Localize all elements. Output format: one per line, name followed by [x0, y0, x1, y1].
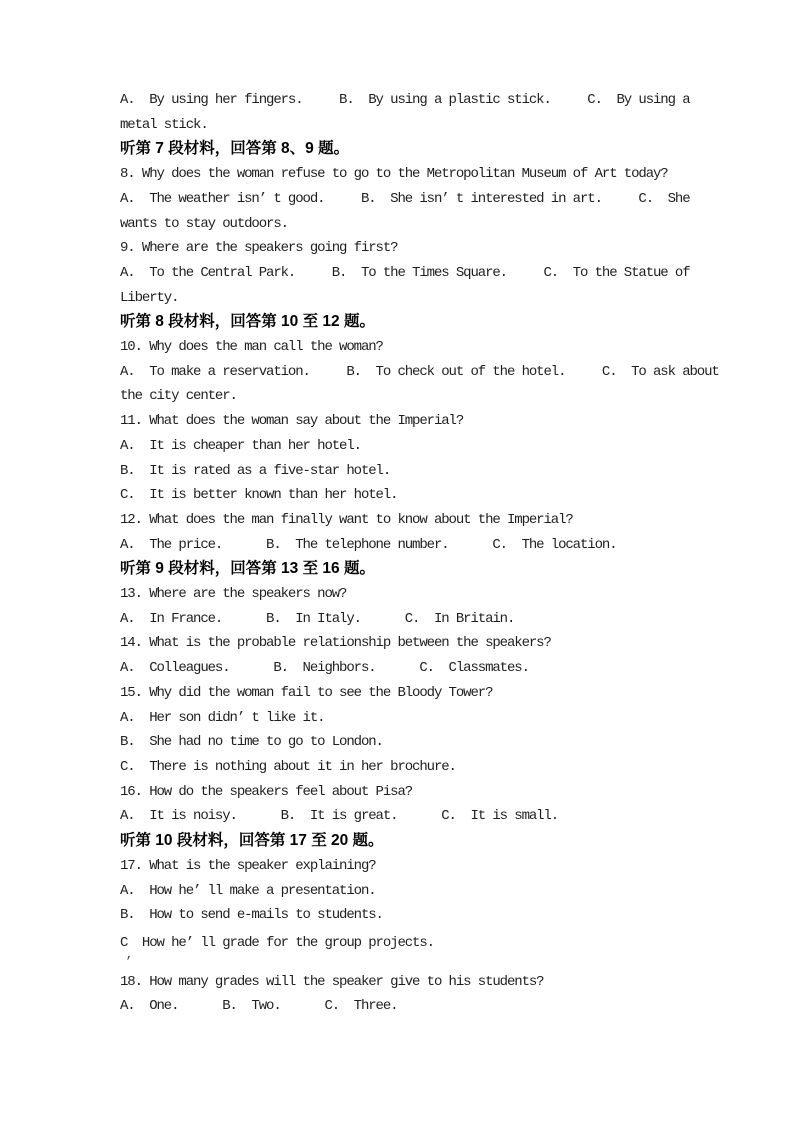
exam-text-line: A. Her son didn’ t like it. [120, 709, 325, 726]
exam-text-line: A. By using her fingers. B. By using a plastic stick. C. By using a [120, 92, 690, 108]
exam-text-line: B. It is rated as a five-star hotel. [120, 462, 391, 479]
exam-text-line: A. One. B. Two. C. Three. [120, 998, 398, 1015]
exam-text-line: A. In France. B. In Italy. C. In Britain. [120, 610, 515, 627]
exam-text-line: metal stick. [120, 116, 208, 133]
exam-text-line: 13. Where are the speakers now? [120, 586, 347, 603]
exam-text-line: 14. What is the probable relationship between the speakers? [120, 635, 551, 652]
exam-text-line: the city center. [120, 388, 237, 405]
stray-mark: ’ [125, 954, 132, 969]
exam-text-line: 17. What is the speaker explaining? [120, 857, 376, 874]
exam-text-line: 11. What does the woman say about the Imperial? [120, 413, 464, 430]
exam-text-line: 18. How many grades will the speaker give to his students? [120, 973, 544, 990]
exam-text-line: A. To make a reservation. B. To check out of the hotel. C. To ask about [120, 363, 719, 380]
exam-text-line: C How he’ ll grade for the group projects. [120, 934, 434, 951]
exam-text-line: wants to stay outdoors. [120, 215, 288, 232]
exam-text-line: A. How he’ ll make a presentation. [120, 882, 376, 899]
exam-text-line: Liberty. [120, 289, 179, 306]
section-header: 听第 9 段材料，回答第 13 至 16 题。 [120, 560, 375, 578]
exam-text-line: C. There is nothing about it in her brochure. [120, 758, 456, 775]
exam-text-line: A. Colleagues. B. Neighbors. C. Classmates. [120, 660, 529, 677]
section-header: 听第 8 段材料，回答第 10 至 12 题。 [120, 313, 375, 331]
exam-text-line: 15. Why did the woman fail to see the Bloody Tower? [120, 684, 493, 701]
lines-container [120, 88, 740, 1019]
section-header: 听第 10 段材料，回答第 17 至 20 题。 [120, 832, 384, 850]
exam-text-line: C. It is better known than her hotel. [120, 487, 398, 504]
section-header: 听第 7 段材料，回答第 8、9 题。 [120, 140, 350, 158]
exam-text-line: A. To the Central Park. B. To the Times Square. C. To the Statue of [120, 264, 690, 281]
exam-content [120, 88, 740, 1019]
exam-text-line: A. It is cheaper than her hotel. [120, 437, 361, 454]
exam-text-line: A. The price. B. The telephone number. C. The location. [120, 536, 617, 553]
exam-text-line: 16. How do the speakers feel about Pisa? [120, 783, 413, 800]
exam-text-line: 8. Why does the woman refuse to go to the Metropolitan Museum of Art today? [120, 166, 668, 183]
exam-text-line: B. How to send e-mails to students. [120, 907, 383, 924]
exam-text-line: 12. What does the man finally want to know about the Imperial? [120, 511, 573, 528]
exam-text-line: A. It is noisy. B. It is great. C. It is small. [120, 808, 559, 825]
exam-text-line: A. The weather isn’ t good. B. She isn’ t interested in art. C. She [120, 190, 690, 207]
exam-text-line: B. She had no time to go to London. [120, 734, 383, 751]
exam-text-line: 10. Why does the man call the woman? [120, 339, 383, 356]
exam-text-line: 9. Where are the speakers going first? [120, 240, 398, 257]
